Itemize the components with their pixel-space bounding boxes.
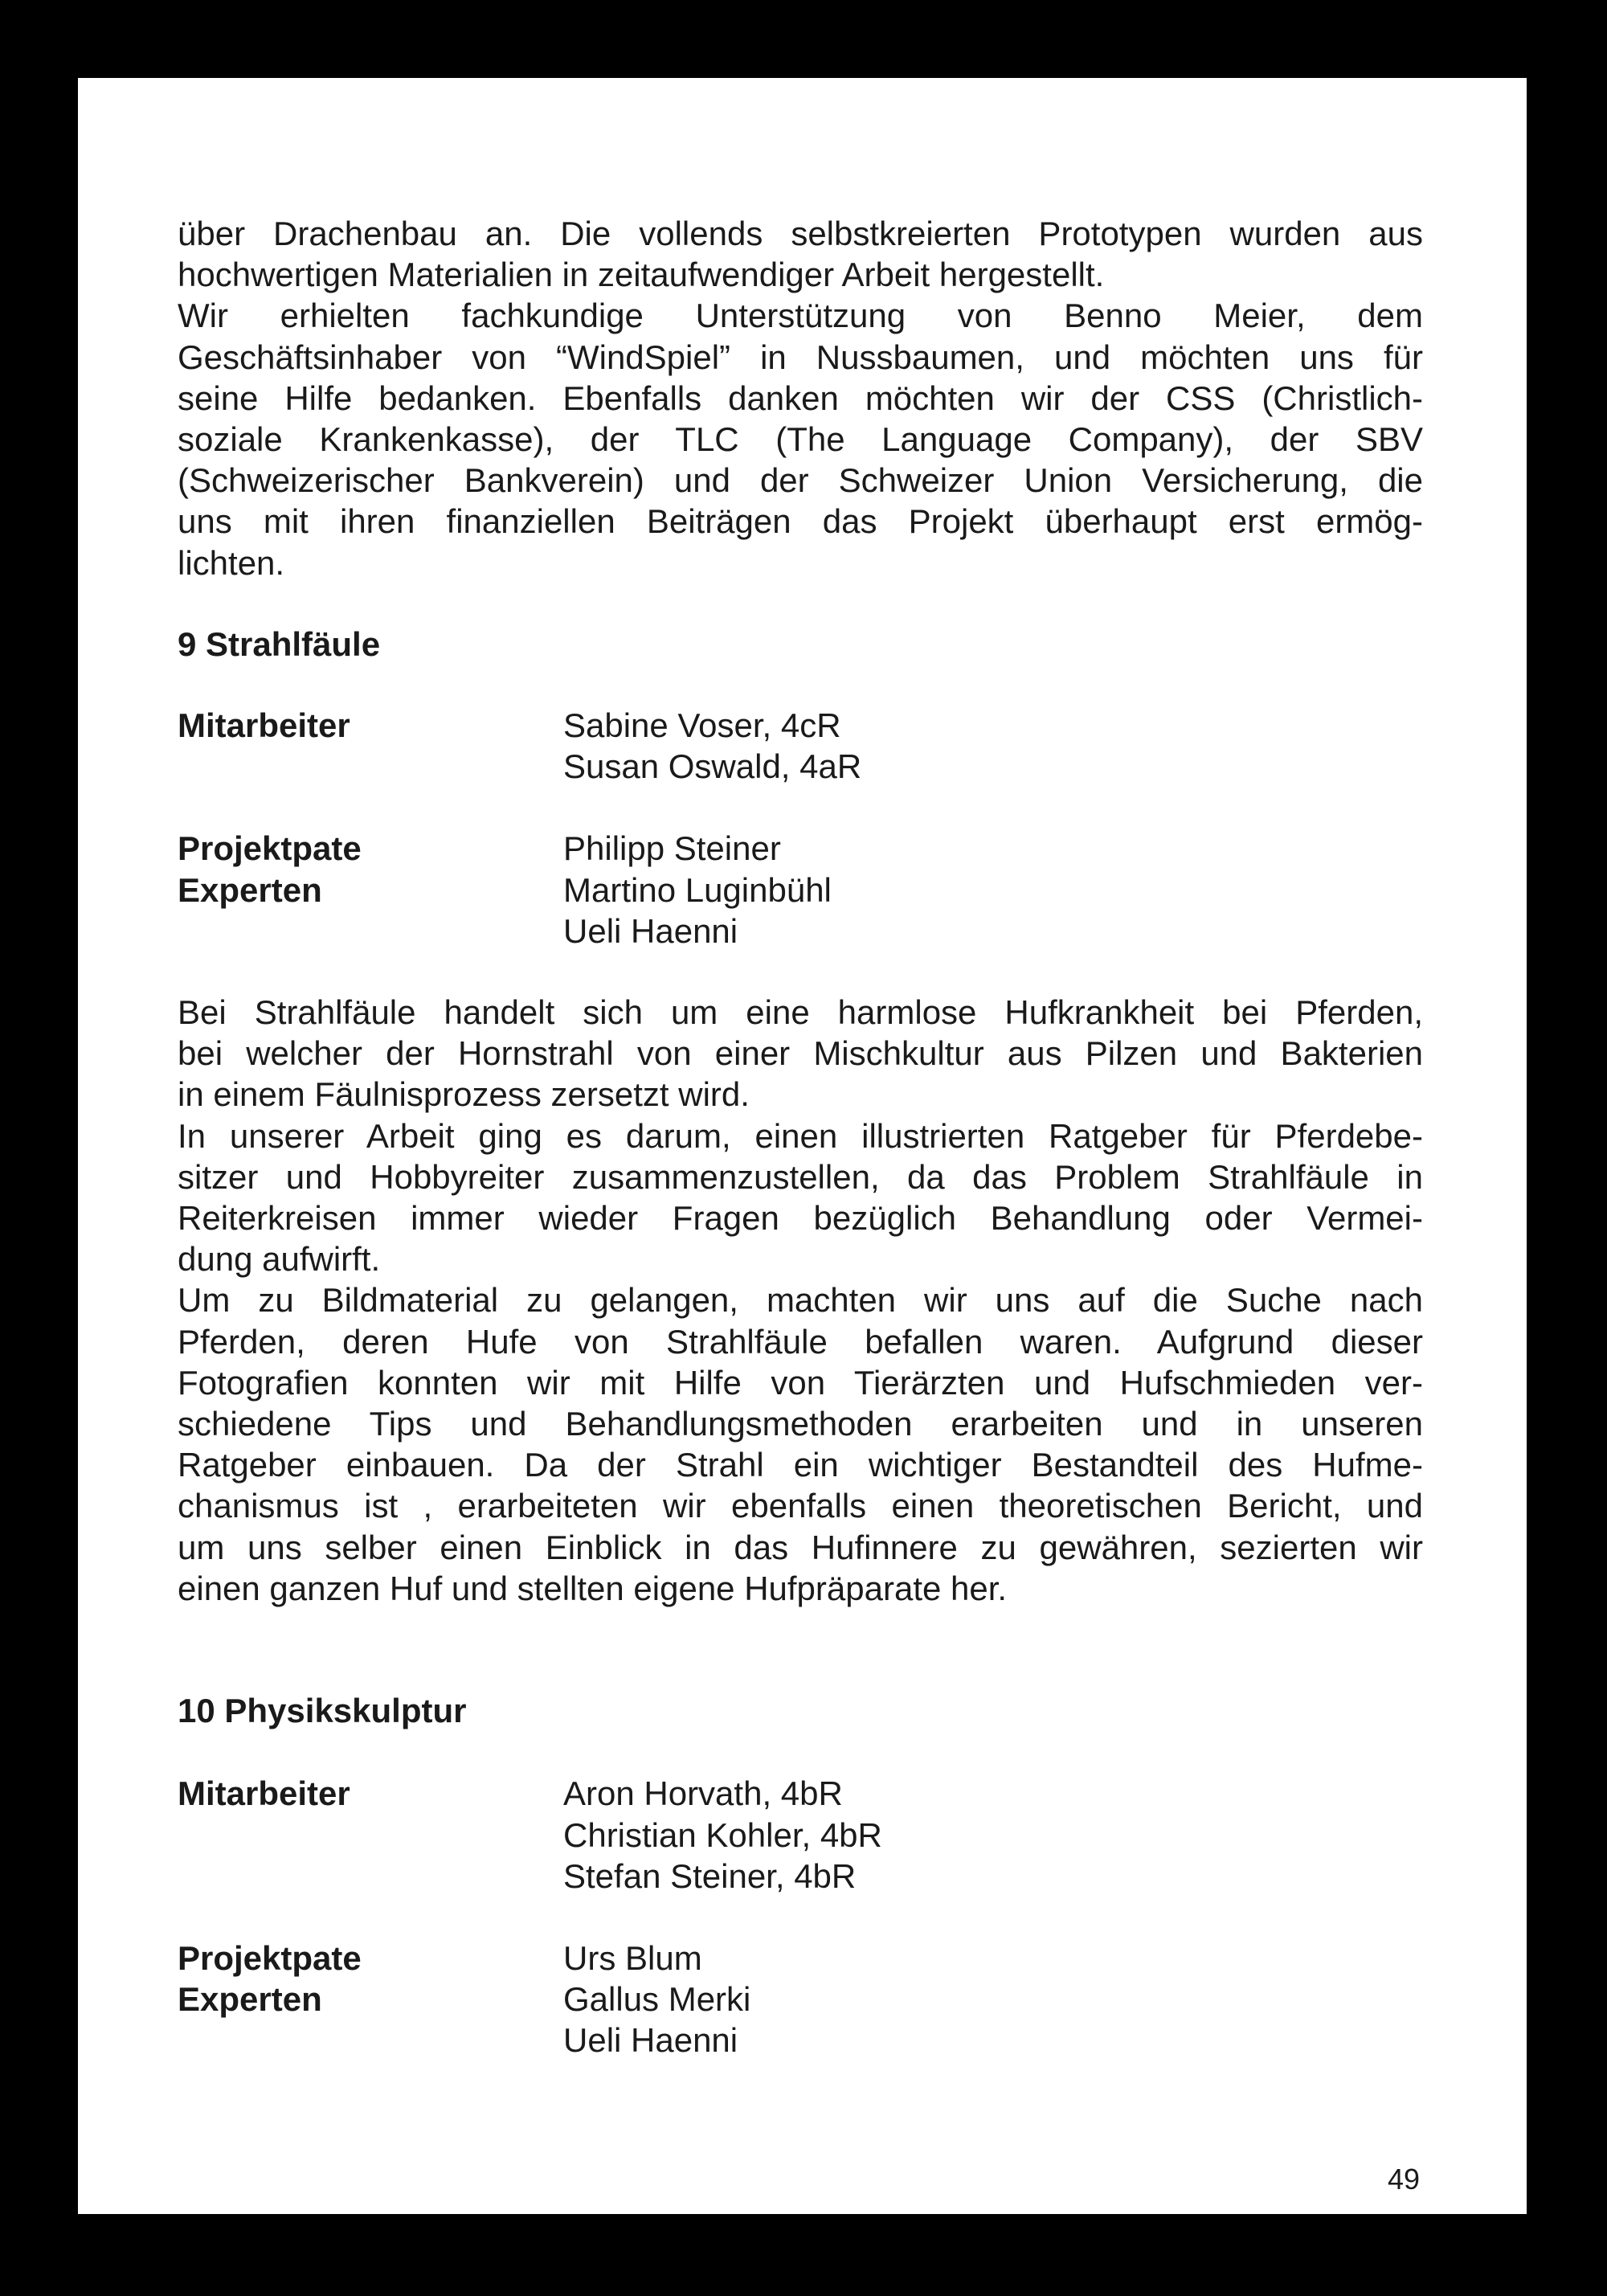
text-line: Reiterkreisen immer wieder Fragen bezüglich Behandlung oder Vermei-	[178, 1199, 1423, 1238]
intro-line: lichten.	[178, 543, 285, 582]
intro-line: Geschäftsinhaber von “WindSpiel” in Nussbaumen, und möchten uns für	[178, 338, 1423, 376]
person-name: Sabine Voser, 4cR	[563, 706, 841, 745]
text-line: um uns selber einen Einblick in das Hufinnere zu gewähren, sezierten wir	[178, 1528, 1423, 1566]
projektpate-label: Projektpate	[178, 829, 362, 868]
text-line: dung aufwirft.	[178, 1240, 381, 1279]
person-name: Gallus Merki	[563, 1980, 751, 2019]
intro-line: uns mit ihren finanziellen Beiträgen das Projekt überhaupt erst ermög-	[178, 502, 1423, 541]
experten-label: Experten	[178, 1980, 322, 2019]
text-line: Fotografien konnten wir mit Hilfe von Tierärzten und Hufschmieden ver-	[178, 1363, 1423, 1402]
intro-paragraph	[178, 213, 1423, 583]
projektpate-label: Projektpate	[178, 1938, 362, 1977]
section-10-betreuer	[178, 1938, 1423, 2061]
section-10-title: 10 Physikskulptur	[178, 1692, 467, 1730]
page-content	[178, 213, 1423, 2061]
role-labels	[178, 1938, 563, 2061]
section-10-mitarbeiter	[178, 1773, 1423, 1897]
text-line: sitzer und Hobbyreiter zusammenzustellen, da das Problem Strahlfäule in	[178, 1157, 1423, 1196]
intro-line: über Drachenbau an. Die vollends selbstkreierten Prototypen wurden aus	[178, 215, 1423, 252]
intro-line: hochwertigen Materialien in zeitaufwendiger Arbeit hergestellt.	[178, 256, 1105, 294]
intro-line: (Schweizerischer Bankverein) und der Schweizer Union Versicherung, die	[178, 461, 1423, 500]
betreuer-list	[563, 828, 832, 952]
person-name: Stefan Steiner, 4bR	[563, 1856, 857, 1895]
mitarbeiter-label: Mitarbeiter	[178, 706, 350, 745]
person-name: Ueli Haenni	[563, 911, 738, 950]
intro-line: seine Hilfe bedanken. Ebenfalls danken möchten wir der CSS (Christlich-	[178, 379, 1423, 417]
person-name: Martino Luginbühl	[563, 870, 832, 909]
person-name: Ueli Haenni	[563, 2021, 738, 2060]
person-name: Susan Oswald, 4aR	[563, 747, 862, 786]
text-line: Bei Strahlfäule handelt sich um eine harmlose Hufkrankheit bei Pferden,	[178, 993, 1423, 1032]
text-line: schiedene Tips und Behandlungsmethoden erarbeiten und in unseren	[178, 1405, 1423, 1443]
section-9-text	[178, 992, 1423, 1609]
text-line: Um zu Bildmaterial zu gelangen, machten wir uns auf die Suche nach	[178, 1281, 1423, 1320]
text-line: Pferden, deren Hufe von Strahlfäule befallen waren. Aufgrund dieser	[178, 1322, 1423, 1361]
experten-label: Experten	[178, 870, 322, 909]
text-line: Ratgeber einbauen. Da der Strahl ein wichtiger Bestandteil des Hufme-	[178, 1446, 1423, 1484]
role-labels	[178, 828, 563, 952]
mitarbeiter-list	[563, 705, 861, 787]
section-9-title: 9 Strahlfäule	[178, 624, 381, 663]
intro-line: Wir erhielten fachkundige Unterstützung von Benno Meier, dem	[178, 297, 1423, 335]
text-line: einen ganzen Huf und stellten eigene Hufpräparate her.	[178, 1569, 1008, 1607]
mitarbeiter-list	[563, 1773, 882, 1897]
person-name: Aron Horvath, 4bR	[563, 1774, 843, 1813]
person-name: Philipp Steiner	[563, 829, 781, 868]
text-line: in einem Fäulnisprozess zersetzt wird.	[178, 1075, 750, 1114]
betreuer-list	[563, 1938, 750, 2061]
person-name: Urs Blum	[563, 1938, 702, 1977]
section-9-betreuer	[178, 828, 1423, 952]
person-name: Christian Kohler, 4bR	[563, 1815, 882, 1854]
document-page	[78, 78, 1527, 2214]
text-line: chanismus ist , erarbeiteten wir ebenfalls einen theoretischen Bericht, und	[178, 1487, 1423, 1525]
intro-line: soziale Krankenkasse), der TLC (The Language Company), der SBV	[178, 420, 1423, 459]
text-line: bei welcher der Hornstrahl von einer Mischkultur aus Pilzen und Bakterien	[178, 1034, 1423, 1073]
section-9-mitarbeiter	[178, 705, 1423, 787]
page-number: 49	[1388, 2163, 1421, 2196]
text-line: In unserer Arbeit ging es darum, einen illustrierten Ratgeber für Pferdebe-	[178, 1116, 1423, 1155]
mitarbeiter-label: Mitarbeiter	[178, 1774, 350, 1813]
